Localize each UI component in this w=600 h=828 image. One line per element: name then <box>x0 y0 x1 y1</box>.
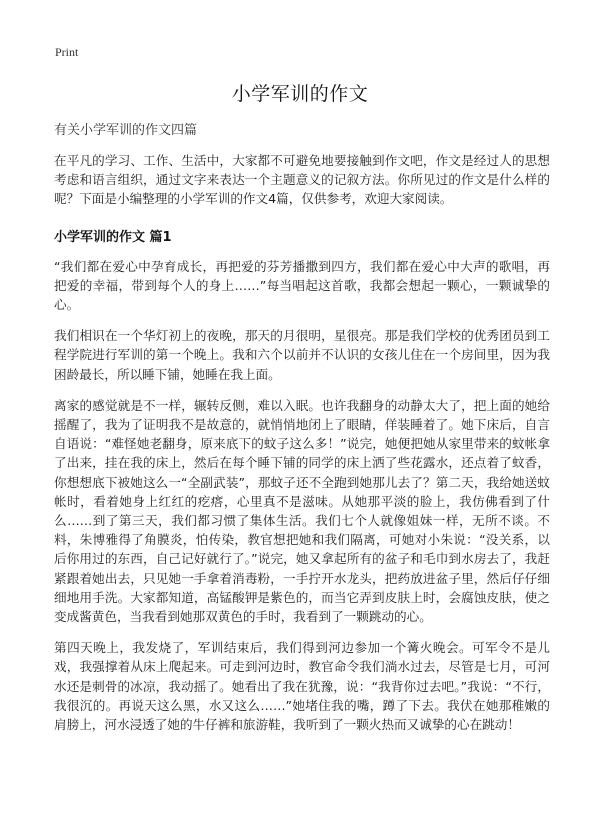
intro-paragraph: 在平凡的学习、工作、生活中，大家都不可避免地要接触到作文吧，作文是经过人的思想考虑和语言组织，通过文字来表达一个主题意义的记叙方法。你所见过的作文是什么样的呢？下面是小编整理的小学军训的作文4篇，仅供参考，欢迎大家阅读。 <box>54 153 550 207</box>
body-paragraph-3: 离家的感觉就是不一样，辗转反侧，难以入眠。也许我翻身的动静太大了，把上面的她给摇醒了，我为了证明我不是故意的，就悄悄地闭上了眼睛，佯装睡着了。她下床后，自言自语说：“难怪她老翻身，原来底下的蚊子这么多！”说完，她便把她从家里带来的蚊帐拿了出来，挂在我的床上，然后在每个睡下铺的同学的床上洒了些花露水，还点着了蚊香，你想想底下被她这么一“全副武装”，那蚊子还不全跑到她那儿去了？第二天，我给她送蚊帐时，看着她身上红红的疙瘩，心里真不是滋味。从她那平淡的脸上，我仿佛看到了什么……到了第三天，我们都习惯了集体生活。我们七个人就像姐妹一样，无所不谈。不料，朱博雅得了角膜炎，怕传染，教官想把她和我们隔离，可她对小朱说：“没关系，以后你用过的东西，自己记好就行了。”说完，她又拿起所有的盆子和毛巾到水房去了，我赶紧跟着她出去，只见她一手拿着消毒粉，一手拧开水龙头，把药放进盆子里，然后仔仔细细地用手洗。大家都知道，高锰酸钾是紫色的，而当它弄到皮肤上时，会腐蚀皮肤，使之变成酱黄色，当我看到她那双黄色的手时，我看到了一颗跳动的心。 <box>54 397 550 625</box>
print-link[interactable]: Print <box>55 45 79 59</box>
body-paragraph-1: “我们都在爱心中孕育成长，再把爱的芬芳播撒到四方，我们都在爱心中大声的歌唱，再把爱的幸福，带到每个人的身上……”每当唱起这首歌，我都会想起一颗心，一颗诚挚的心。 <box>54 258 550 313</box>
page-title: 小学军训的作文 <box>231 83 369 105</box>
article-body <box>54 120 550 746</box>
body-paragraph-2: 我们相识在一个华灯初上的夜晚，那天的月很明，星很亮。那是我们学校的优秀团员到工程学院进行军训的第一个晚上。我和六个以前并不认识的女孩儿住在一个房间里，因为我困龄最长，所以睡下铺，她睡在我上面。 <box>54 328 550 382</box>
body-paragraph-4: 第四天晚上，我发烧了，军训结束后，我们得到河边参加一个篝火晚会。可军令不是儿戏，我强撑着从床上爬起来。可走到河边时，教官命令我们淌水过去，尽管是七月，可河水还是刺骨的冰凉，我动摇了。她看出了我在犹豫，说：“我背你过去吧。”我说：“不行，我很沉的。再说天这么黑，水又这么……”她堵住我的嘴，蹲了下去。我伏在她那稚嫩的肩膀上，河水浸透了她的牛仔裤和旅游鞋，我听到了一颗火热而又诚挚的心在跳动！ <box>54 640 550 733</box>
article-subtitle: 有关小学军训的作文四篇 <box>54 123 198 138</box>
section-heading: 小学军训的作文 篇1 <box>54 229 172 245</box>
